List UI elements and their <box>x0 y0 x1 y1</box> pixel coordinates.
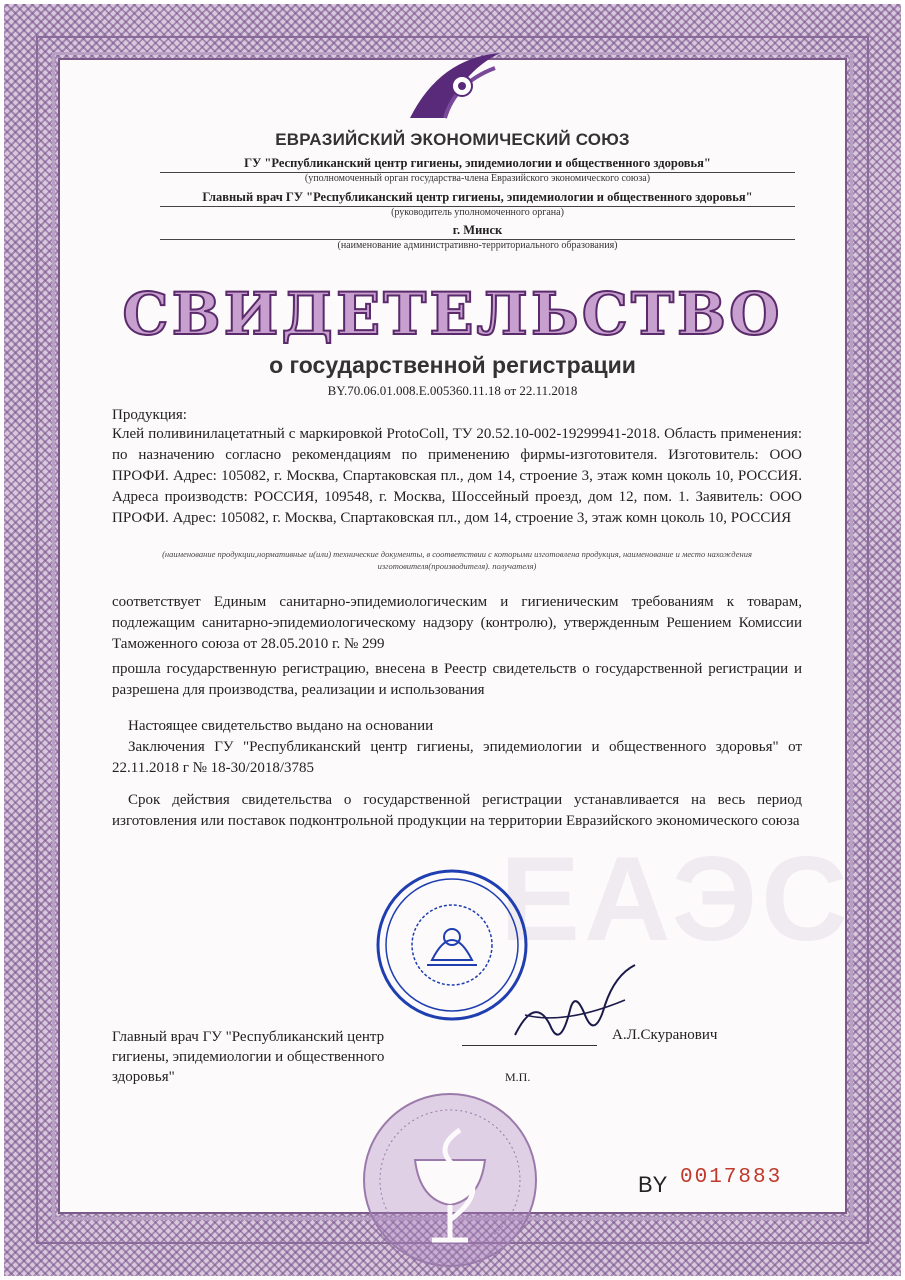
signature-line <box>462 1045 597 1046</box>
product-description: Клей поливинилацетатный с маркировкой ProtoColl, ТУ 20.52.10-002-19299941-2018. Область применения: по назначению согласно рекомендациям по применению фирмы-изготовителя. Изготовитель: ООО ПРОФИ. Адрес: 105082, г. Москва, Спартаковская пл., дом 14, строение 3, этаж комн цоколь 10, РОССИЯ. Адреса производств: РОССИЯ, 109548, г. Москва, Шоссейный проезд, дом 12, пом. 1. Заявитель: ООО ПРОФИ. Адрес: 105082, г. Москва, Спартаковская пл., дом 14, строение 3, этаж комн цоколь 10, РОССИЯ <box>112 426 802 526</box>
city-field: г. Минск <box>160 223 795 240</box>
serial-number: 0017883 <box>680 1166 783 1189</box>
eaeu-logo-icon <box>400 48 510 128</box>
signer-name: А.Л.Скуранович <box>612 1027 718 1043</box>
validity-paragraph: Срок действия свидетельства о государственной регистрации устанавливается на весь период изготовления или поставок подконтрольной продукции на территории Евразийского экономического союза <box>112 792 802 829</box>
union-name: ЕВРАЗИЙСКИЙ ЭКОНОМИЧЕСКИЙ СОЮЗ <box>275 130 630 149</box>
serial-prefix: BY <box>638 1172 668 1197</box>
city-caption: (наименование административно-территориального образования) <box>337 240 618 251</box>
medical-emblem-icon <box>360 1090 540 1270</box>
basis-paragraph: Заключения ГУ "Республиканский центр гигиены, эпидемиологии и общественного здоровья" от 22.11.2018 г № 18-30/2018/3785 <box>112 739 802 776</box>
product-caption: (наименование продукции,нормативные и(или) технические документы, в соответствии с которыми изготовлена продукция, наименование и место нахождения изготовителя(производителя). получателя) <box>162 549 752 571</box>
head-caption: (руководитель уполномоченного органа) <box>391 207 564 218</box>
eaeu-watermark: ЕАЭС <box>500 832 852 966</box>
conformity-paragraph: соответствует Единым санитарно-эпидемиологическим и гигиеническим требованиям к товарам, подлежащим санитарно-эпидемиологическому надзору (контролю), утвержденным Решением Комиссии Таможенного союза от 28.05.2010 г. № 299 <box>112 594 802 652</box>
head-field: Главный врач ГУ "Республиканский центр гигиены, эпидемиологии и общественного здоровья" <box>160 190 795 207</box>
registration-paragraph: прошла государственную регистрацию, внесена в Реестр свидетельств о государственной регистрации и разрешена для производства, реализации и использования <box>112 661 802 698</box>
product-label: Продукция: <box>112 407 187 423</box>
certificate-title: СВИДЕТЕЛЬСТВО <box>122 280 783 348</box>
certificate-subtitle: о государственной регистрации <box>269 352 636 378</box>
basis-intro: Настоящее свидетельство выдано на основании <box>128 718 434 734</box>
authority-caption: (уполномоченный орган государства-члена Евразийского экономического союза) <box>304 173 651 184</box>
seal-label: М.П. <box>505 1070 531 1084</box>
registration-number: BY.70.06.01.008.E.005360.11.18 от 22.11.2018 <box>327 383 578 398</box>
signer-position: Главный врач ГУ "Республиканский центр гигиены, эпидемиологии и общественного здоровья" <box>112 1029 385 1085</box>
authority-field: ГУ "Республиканский центр гигиены, эпидемиологии и общественного здоровья" <box>160 156 795 173</box>
